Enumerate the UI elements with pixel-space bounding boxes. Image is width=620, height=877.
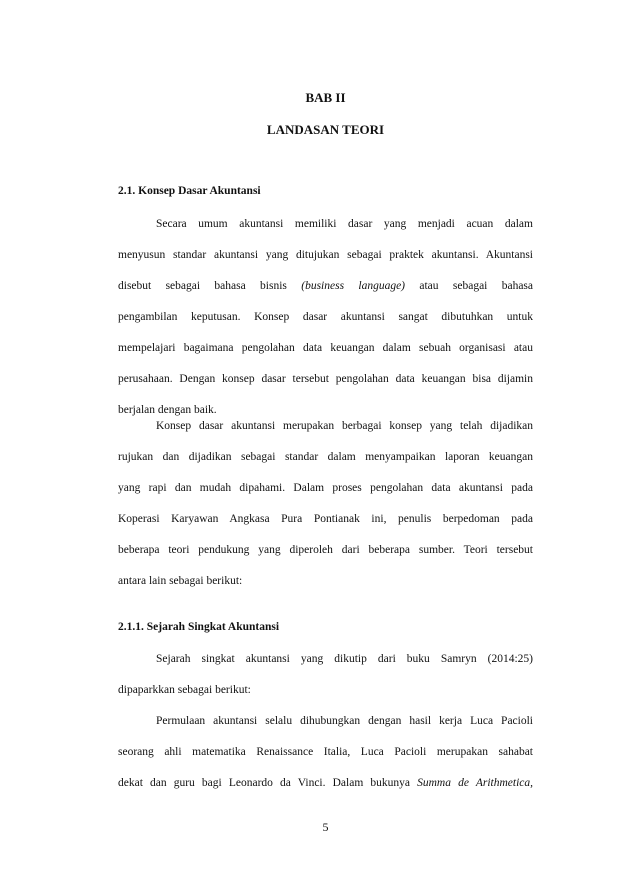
- italic-term: (business language): [301, 280, 406, 292]
- text-line: antara lain sebagai berikut:: [118, 575, 243, 587]
- text-line: beberapa teori pendukung yang diperoleh dari beberapa sumber. Teori tersebut: [118, 544, 533, 556]
- text-line: Konsep dasar akuntansi merupakan berbagai konsep yang telah dijadikan: [156, 420, 533, 432]
- paragraph-konsep-dasar-2: [118, 411, 533, 597]
- paragraph-sejarah-2: [118, 706, 533, 799]
- text-line: yang rapi dan mudah dipahami. Dalam proses pengolahan data akuntansi pada: [118, 482, 533, 494]
- section-heading-sejarah: 2.1.1. Sejarah Singkat Akuntansi: [118, 621, 280, 633]
- chapter-number: BAB II: [305, 90, 346, 105]
- page-number: 5: [322, 820, 329, 834]
- text-run: disebut sebagai bahasa bisnis: [118, 280, 302, 292]
- text-line: seorang ahli matematika Renaissance Italia, Luca Pacioli merupakan sahabat: [118, 746, 533, 758]
- section-heading-konsep-dasar: 2.1. Konsep Dasar Akuntansi: [118, 185, 261, 197]
- text-line: Secara umum akuntansi memiliki dasar yang menjadi acuan dalam: [156, 218, 533, 230]
- text-line: menyusun standar akuntansi yang ditujukan sebagai praktek akuntansi. Akuntansi: [118, 249, 533, 261]
- text-line: Koperasi Karyawan Angkasa Pura Pontianak ini, penulis berpedoman pada: [118, 513, 533, 525]
- italic-book-title: Summa de Arithmetica,: [417, 777, 533, 789]
- text-line: Sejarah singkat akuntansi yang dikutip dari buku Samryn (2014:25): [156, 653, 533, 665]
- text-line: Permulaan akuntansi selalu dihubungkan dengan hasil kerja Luca Pacioli: [156, 715, 533, 727]
- text-line: dipaparkkan sebagai berikut:: [118, 684, 251, 696]
- paragraph-sejarah-1: [118, 644, 533, 706]
- text-line: perusahaan. Dengan konsep dasar tersebut pengolahan data keuangan bisa dijamin: [118, 373, 533, 385]
- text-line: [118, 271, 533, 302]
- paragraph-konsep-dasar-1: [118, 209, 533, 426]
- text-line: rujukan dan dijadikan sebagai standar dalam menyampaikan laporan keuangan: [118, 451, 533, 463]
- text-run: atau sebagai bahasa: [405, 280, 533, 292]
- text-line: berjalan dengan baik.: [118, 404, 217, 416]
- text-line: [118, 768, 533, 799]
- chapter-title: LANDASAN TEORI: [266, 122, 385, 137]
- text-line: mempelajari bagaimana pengolahan data keuangan dalam sebuah organisasi atau: [118, 342, 533, 354]
- text-run: dekat dan guru bagi Leonardo da Vinci. Dalam bukunya: [118, 777, 418, 789]
- text-line: pengambilan keputusan. Konsep dasar akuntansi sangat dibutuhkan untuk: [118, 311, 533, 323]
